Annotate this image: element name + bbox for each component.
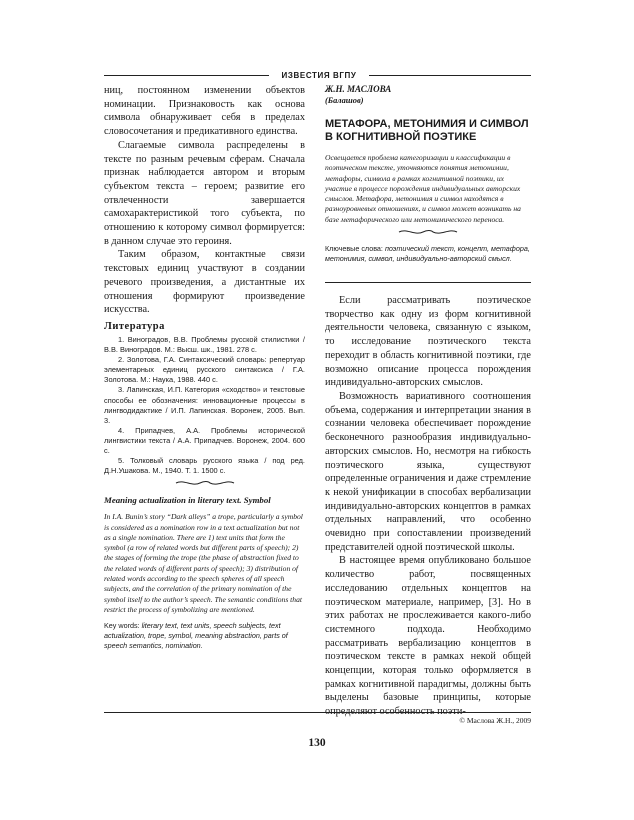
copyright-notice: © Маслова Ж.Н., 2009 [459,716,531,725]
left-paragraph-3: Таким образом, контактные связи текстовых единиц участвуют в создании речевого произведения, а дистантные их отношения формируют произведение искусства. [104,249,305,316]
body-paragraph-3: В настоящее время опубликовано большое количество работ, посвященных исследованию отдельных концептов на поэтическом материале, например, [3]. Но в этих работах не прослеживается какого-либо системного подхода. Необходимо рассматривать вербализацию концептов в поэтическом тексте в рамках некой общей концепции, которая только оформляется в рамках когнитивной парадигмы, должны быть выделены базовые принципы, которые определяют особенность поэти- [325,555,531,718]
english-abstract: In I.A. Bunin’s story “Dark alleys” a trope, particularly a symbol is considered as a nomination row in a text actualization but not as a single nomination. There are 1) text units that form the symbol (a row of related words but different parts of speech); 2) the stages of forming the trope (the phase of abstraction fixed to the related words of different parts of speech); 3) distribution of related words according to the speech spheres of all speech subjects, and the correlation of the primary nomination of the symbol itself to the author’s speech. The semantic conditions that restrict the process of symbolizing are mentioned. [104,512,303,614]
reference-item: 2. Золотова, Г.А. Синтаксический словарь: репертуар элементарных единиц русского синтаксиса / Г.А. Золотова. М.: Наука, 1988. 440 с. [104,355,305,385]
keywords-text: literary text, text units, speech subjects, text actualization, trope, symbol, meaning abstraction, parts of speech semantics, nomination. [104,621,288,651]
journal-header [104,70,531,82]
reference-item: 3. Лапинская, И.П. Категория «сходство» и текстовые способы ее обозначения: инновационные процессы в лингводидактике / И.П. Лапинская. Воронеж, 2005. Вып. 3. [104,385,305,425]
left-column [104,84,305,651]
english-title: Meaning actualization in literary text. Symbol [104,495,271,506]
section-rule [325,282,531,283]
article-title: МЕТАФОРА, МЕТОНИМИЯ И СИМВОЛ В КОГНИТИВНОЙ ПОЭТИКЕ [325,118,529,143]
body-paragraph-1: Если рассматривать поэтическое творчество как одну из форм когнитивной деятельности человека, связанную с языком, то исследование поэтического текста переходит в область когнитивной поэтики, где возможно описание процесса порождения индивидуально-авторских смыслов. [325,295,531,389]
swirl-ornament-icon [174,478,236,488]
reference-item: 1. Виноградов, В.В. Проблемы русской стилистики / В.В. Виноградов. М.: Высш. шк., 1981. 278 с. [104,334,305,355]
english-keywords [104,621,305,651]
swirl-ornament-icon [397,227,459,237]
keywords-label: Ключевые слова: [325,244,383,254]
reference-item: 4. Припадчев, А.А. Проблемы исторической лингвистики текста / А.А. Припадчев. Воронеж, 2004. 600 с. [104,425,305,455]
reference-list [104,335,305,476]
header-rule-right [369,75,531,76]
journal-title: ИЗВЕСТИЯ ВГПУ [281,71,357,80]
left-paragraph-2: Слагаемые символа распределены в тексте по разным речевым сферам. Сначала признак наблюдается автором и вторым субъектом текста – героем; развитие его отвлеченности завершается самохарактеристикой того субъекта, по отношению к которому символ формируется: в данном случае это героиня. [104,139,305,247]
footer-rule [104,712,531,713]
author-affiliation: (Балашов) [325,96,364,105]
left-paragraph-1: ниц, постоянном изменении объектов номинации. Признаковость как основа символа обнаруживает себя в пределах словосочетания и предикативного единства. [104,85,305,138]
keywords-text: поэтический текст, концепт, метафора, метонимия, символ, индивидуально-авторский смысл. [325,244,530,264]
right-column [325,84,531,719]
reference-item: 5. Толковый словарь русского языка / под ред. Д.Н.Ушакова. М., 1940. Т. 1. 1500 с. [104,456,305,476]
page-number: 130 [308,737,326,749]
ornament-divider [325,227,531,242]
ornament-divider [104,478,305,493]
article-keywords [325,244,531,264]
body-paragraph-2: Возможность вариативного соотношения объема, содержания и интерпретации знания в сознании человека обеспечивает порождение бесконечного разнообразия индивидуально-авторских смыслов. Но, несмотря на гибкость поэтического языка, существуют определенные ограничения и даже стремление к некой унификации в способах вербализации индивидуально-авторских концептов в рамках отдельных направлений, что особенно очевидно при сопоставлении произведений представителей одной поэтической школы. [325,391,531,553]
article-abstract: Освещается проблема категоризации и классификации в поэтическом тексте, уточняются понятия метонимии, метафоры, символа в рамках когнитивной поэтики, их участие в процессе порождения индивидуальных авторских смыслов. Метафора, метонимия и символ находятся в разноуровневых отношениях, и символ может возникать на базе метафорического или метонимического переноса. [325,153,521,224]
literature-heading: Литература [104,320,165,332]
header-rule-left [104,75,269,76]
keywords-label: Key words: [104,621,140,631]
article-author: Ж.Н. МАСЛОВА [325,84,392,94]
